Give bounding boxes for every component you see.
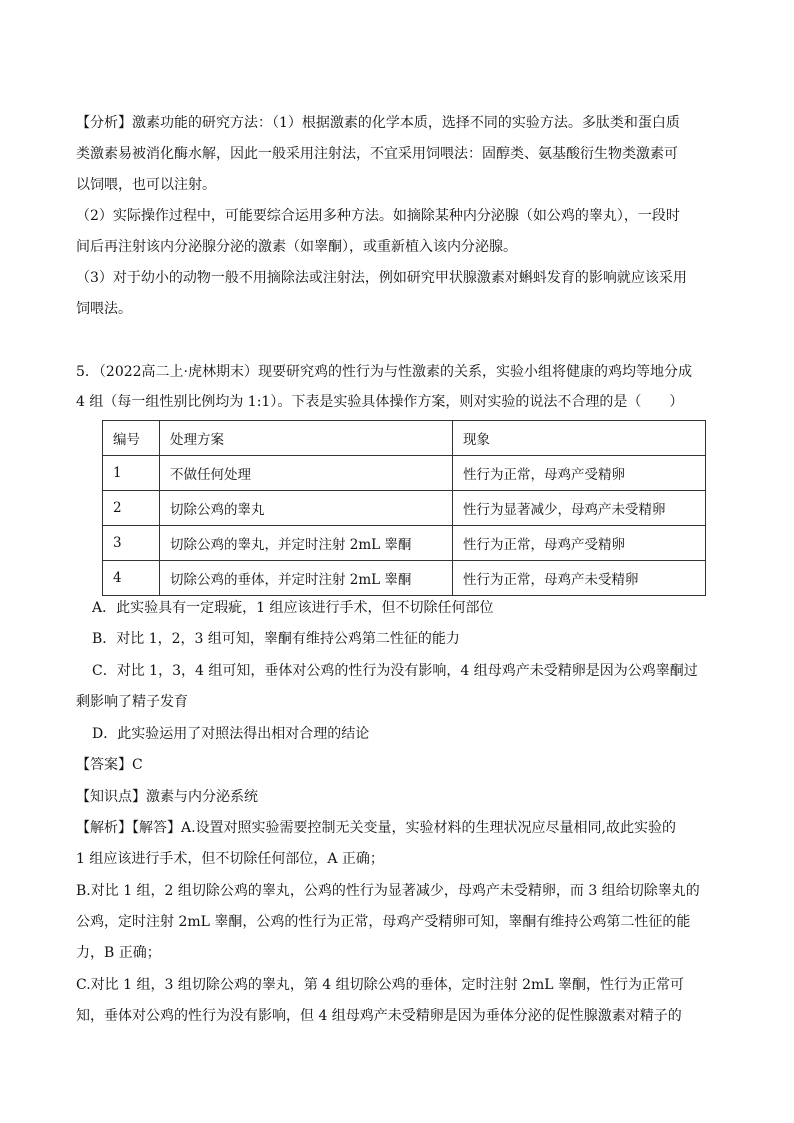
explanation-line: 力，B 正确；: [76, 945, 161, 961]
explanation-line: C.对比 1 组，3 组切除公鸡的睾丸，第 4 组切除公鸡的垂体，定时注射 2mL 睾酮，性行为正常可: [76, 977, 685, 993]
explanation-line: 1 组应该进行手术，但不切除任何部位，A 正确；: [76, 851, 384, 867]
analysis-line: 类激素易被消化酶水解，因此一般采用注射法，不宜采用饲喂法：固醇类、氨基酸衍生物类激素可: [76, 146, 678, 162]
explanation-line: 知，垂体对公鸡的性行为没有影响，但 4 组母鸡产未受精卵是因为垂体分泌的促性腺激素对精子的: [76, 1008, 682, 1024]
option-d: D．此实验运用了对照法得出相对合理的结论: [92, 726, 370, 742]
option-a: A．此实验具有一定瑕疵，1 组应该进行手术，但不切除任何部位: [92, 600, 494, 616]
table-cell: 4: [103, 561, 160, 596]
explanation-line: B.对比 1 组，2 组切除公鸡的睾丸，公鸡的性行为显著减少，母鸡产未受精卵，而 3 组给切除睾丸的: [76, 883, 700, 899]
table-header-row: [103, 421, 706, 456]
analysis-line: 间后再注射该内分泌腺分泌的激素（如睾酮），或重新植入该内分泌腺。: [76, 239, 517, 255]
table-cell: 切除公鸡的睾丸，并定时注射 2mL 睾酮: [160, 526, 453, 561]
table-cell: 性行为正常，母鸡产未受精卵: [453, 561, 706, 596]
table-cell: 2: [103, 491, 160, 526]
analysis-line: （2）实际操作过程中，可能要综合运用多种方法。如摘除某种内分泌腺（如公鸡的睾丸），一段时: [76, 208, 680, 224]
analysis-line: 以饲喂，也可以注射。: [76, 177, 216, 193]
table-row: [103, 456, 706, 491]
answer-line: 【答案】C: [76, 757, 143, 773]
explanation-line: 公鸡，定时注射 2mL 睾酮，公鸡的性行为正常，母鸡产受精卵可知，睾酮有维持公鸡第二性征的能: [76, 914, 691, 930]
analysis-line: 饲喂法。: [76, 301, 132, 317]
option-c: C．对比 1，3，4 组可知，垂体对公鸡的性行为没有影响，4 组母鸡产未受精卵是因为公鸡睾酮过: [92, 663, 698, 679]
table-row: [103, 526, 706, 561]
explanation-line: 【解析】【解答】A.设置对照实验需要控制无关变量，实验材料的生理状况应尽量相同,故此实验的: [76, 820, 677, 836]
knowledge-point-line: 【知识点】激素与内分泌系统: [76, 789, 258, 805]
question-stem-line: 5．（2022高二上·虎林期末）现要研究鸡的性行为与性激素的关系，实验小组将健康的鸡均等地分成: [76, 364, 692, 380]
analysis-line: （3）对于幼小的动物一般不用摘除法或注射法，例如研究甲状腺激素对蝌蚪发育的影响就应该采用: [76, 270, 687, 286]
table-cell: 3: [103, 526, 160, 561]
experiment-table: [102, 420, 706, 596]
table-row: [103, 491, 706, 526]
table-cell: 性行为正常，母鸡产受精卵: [453, 456, 706, 491]
table-cell: 1: [103, 456, 160, 491]
table-cell: 不做任何处理: [160, 456, 453, 491]
table-cell: 性行为显著减少，母鸡产未受精卵: [453, 491, 706, 526]
analysis-line: 【分析】激素功能的研究方法：（1）根据激素的化学本质，选择不同的实验方法。多肽类和蛋白质: [76, 115, 680, 131]
option-b: B．对比 1，2，3 组可知，睾酮有维持公鸡第二性征的能力: [92, 631, 460, 647]
option-c-continued: 剩影响了精子发育: [76, 694, 188, 710]
table-cell: 切除公鸡的睾丸: [160, 491, 453, 526]
table-header-cell: 处理方案: [160, 421, 453, 456]
table-row: [103, 561, 706, 596]
table-header-cell: 现象: [453, 421, 706, 456]
question-stem-line: 4 组（每一组性别比例均为 1:1）。下表是实验具体操作方案，则对实验的说法不合理的是（ ）: [76, 394, 684, 410]
table-header-cell: 编号: [103, 421, 160, 456]
table-cell: 性行为正常，母鸡产受精卵: [453, 526, 706, 561]
table-cell: 切除公鸡的垂体，并定时注射 2mL 睾酮: [160, 561, 453, 596]
